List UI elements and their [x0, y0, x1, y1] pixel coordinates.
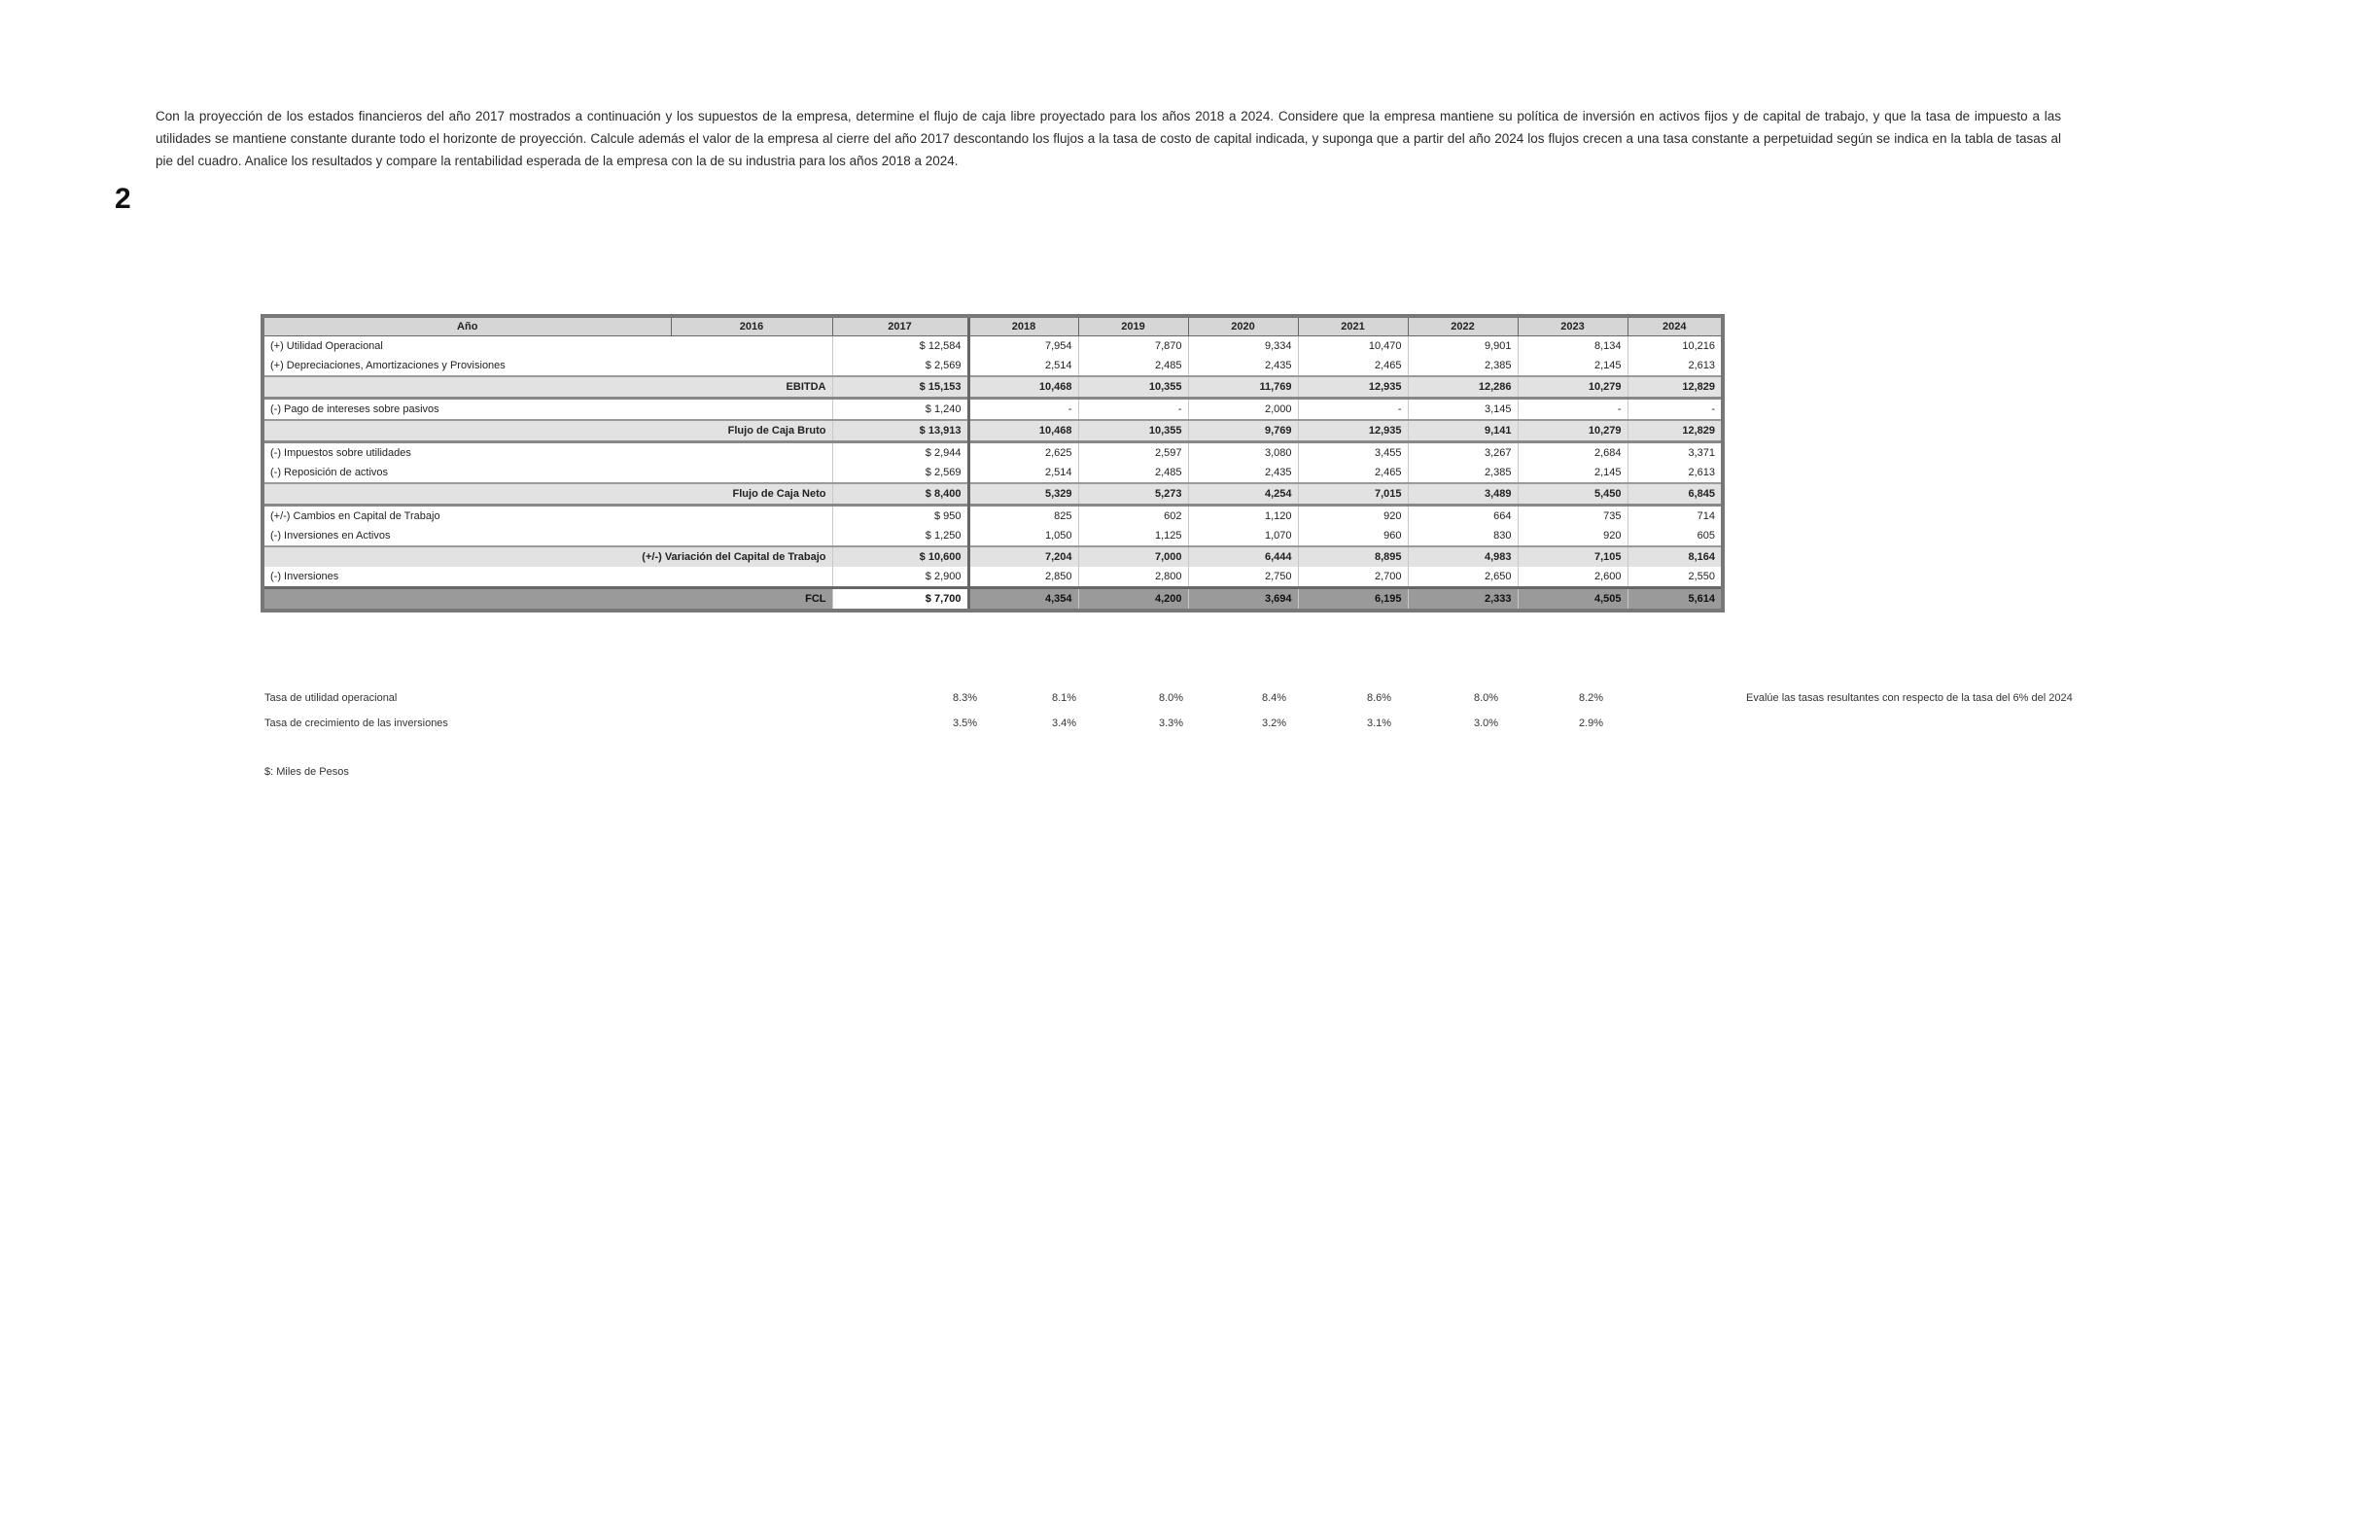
currency-cell	[1078, 442, 1092, 464]
cell-value: 4,983	[1421, 546, 1518, 567]
currency-cell	[1628, 506, 1641, 527]
currency-cell	[968, 376, 982, 399]
cell-value: 9,334	[1202, 336, 1298, 357]
cell-value: 10,468	[982, 376, 1078, 399]
rate-value: 2.9%	[1579, 718, 1604, 729]
rate-value: 8.3%	[953, 692, 978, 704]
header-cell: 2024	[1628, 316, 1723, 336]
cell-value: 7,015	[1312, 483, 1408, 506]
rate-value: 8.0%	[1159, 692, 1184, 704]
rate-value: 8.1%	[1052, 692, 1077, 704]
cell-value: 7,954	[982, 336, 1078, 357]
header-cell: 2017	[832, 316, 968, 336]
currency-cell	[968, 546, 982, 567]
currency-cell	[968, 356, 982, 376]
row-label: (-) Inversiones en Activos	[262, 526, 832, 546]
currency-cell	[1188, 336, 1202, 357]
units-note: $: Miles de Pesos	[264, 766, 349, 778]
rate-value: 8.0%	[1474, 692, 1499, 704]
rate-value: 8.2%	[1579, 692, 1604, 704]
row-label: (-) Impuestos sobre utilidades	[262, 442, 832, 464]
row-label: FCL	[262, 588, 832, 612]
cell-value: 7,204	[982, 546, 1078, 567]
currency-cell	[1628, 399, 1641, 421]
cell-value: 10,468	[982, 420, 1078, 442]
cell-value: 8,134	[1531, 336, 1628, 357]
cell-value: $ 1,240	[832, 399, 968, 421]
cell-value: 664	[1421, 506, 1518, 527]
cell-value: 2,465	[1312, 463, 1408, 483]
currency-cell	[1078, 588, 1092, 612]
cell-value: 602	[1092, 506, 1188, 527]
table-row	[262, 463, 1723, 483]
rate-label: Tasa de utilidad operacional	[264, 692, 398, 704]
cell-value: 1,125	[1092, 526, 1188, 546]
cell-value: 825	[982, 506, 1078, 527]
cell-value: 9,901	[1421, 336, 1518, 357]
cell-value: 9,141	[1421, 420, 1518, 442]
cell-value: 2,145	[1531, 356, 1628, 376]
cell-value: 5,273	[1092, 483, 1188, 506]
currency-cell	[1188, 442, 1202, 464]
rate-value: 3.2%	[1262, 718, 1287, 729]
cell-value: 920	[1312, 506, 1408, 527]
currency-cell	[1188, 420, 1202, 442]
cell-value: 2,700	[1312, 567, 1408, 588]
header-cell: 2016	[671, 316, 832, 336]
rate-value: 3.0%	[1474, 718, 1499, 729]
rate-value: 8.6%	[1367, 692, 1392, 704]
currency-cell	[1188, 463, 1202, 483]
cell-value: -	[982, 399, 1078, 421]
currency-cell	[1078, 420, 1092, 442]
cell-value: $ 10,600	[832, 546, 968, 567]
currency-cell	[1408, 546, 1421, 567]
rate-label: Tasa de crecimiento de las inversiones	[264, 718, 448, 729]
cell-value: 1,120	[1202, 506, 1298, 527]
cell-value: 2,750	[1202, 567, 1298, 588]
cell-value: $ 7,700	[832, 588, 968, 612]
cell-value: $ 2,569	[832, 463, 968, 483]
cell-value: 2,435	[1202, 463, 1298, 483]
currency-cell	[1298, 399, 1312, 421]
currency-cell	[1188, 588, 1202, 612]
header-cell: 2019	[1078, 316, 1188, 336]
cell-value: 830	[1421, 526, 1518, 546]
currency-cell	[1518, 546, 1531, 567]
row-label: (-) Reposición de activos	[262, 463, 832, 483]
cell-value: 920	[1531, 526, 1628, 546]
cell-value: 1,050	[982, 526, 1078, 546]
row-label: (-) Inversiones	[262, 567, 832, 588]
cell-value: 12,935	[1312, 420, 1408, 442]
table-row	[262, 526, 1723, 546]
cell-value: 10,355	[1092, 420, 1188, 442]
cell-value: 2,514	[982, 356, 1078, 376]
table-row	[262, 442, 1723, 464]
currency-cell	[1298, 483, 1312, 506]
currency-cell	[1188, 399, 1202, 421]
currency-cell	[1188, 376, 1202, 399]
header-cell: 2020	[1188, 316, 1298, 336]
question-number: 2	[115, 183, 131, 215]
cell-value: 10,216	[1641, 336, 1723, 357]
currency-cell	[1298, 376, 1312, 399]
rate-value: 3.3%	[1159, 718, 1184, 729]
cell-value: 735	[1531, 506, 1628, 527]
currency-cell	[968, 463, 982, 483]
table-row	[262, 336, 1723, 357]
cell-value: 2,613	[1641, 356, 1723, 376]
currency-cell	[1408, 442, 1421, 464]
rate-value: 3.4%	[1052, 718, 1077, 729]
currency-cell	[968, 442, 982, 464]
currency-cell	[968, 399, 982, 421]
cell-value: 960	[1312, 526, 1408, 546]
cell-value: $ 12,584	[832, 336, 968, 357]
currency-cell	[1298, 588, 1312, 612]
currency-cell	[1188, 546, 1202, 567]
cell-value: 2,514	[982, 463, 1078, 483]
currency-cell	[1408, 567, 1421, 588]
currency-cell	[1298, 463, 1312, 483]
cell-value: 605	[1641, 526, 1723, 546]
cell-value: 12,829	[1641, 376, 1723, 399]
currency-cell	[1188, 506, 1202, 527]
cell-value: 2,684	[1531, 442, 1628, 464]
cell-value: 4,505	[1531, 588, 1628, 612]
cell-value: 2,625	[982, 442, 1078, 464]
row-label: Flujo de Caja Neto	[262, 483, 832, 506]
currency-cell	[1518, 376, 1531, 399]
cell-value: 4,354	[982, 588, 1078, 612]
currency-cell	[1408, 420, 1421, 442]
cell-value: $ 13,913	[832, 420, 968, 442]
table-row	[262, 420, 1723, 442]
cell-value: $ 950	[832, 506, 968, 527]
rate-value: 8.4%	[1262, 692, 1287, 704]
cell-value: 3,455	[1312, 442, 1408, 464]
currency-cell	[1298, 420, 1312, 442]
cell-value: 5,614	[1641, 588, 1723, 612]
currency-cell	[1518, 567, 1531, 588]
cell-value: 714	[1641, 506, 1723, 527]
cell-value: 10,470	[1312, 336, 1408, 357]
currency-cell	[968, 336, 982, 357]
cell-value: 10,355	[1092, 376, 1188, 399]
currency-cell	[1518, 483, 1531, 506]
currency-cell	[1518, 356, 1531, 376]
cell-value: 3,694	[1202, 588, 1298, 612]
currency-cell	[1518, 506, 1531, 527]
cell-value: 12,829	[1641, 420, 1723, 442]
cell-value: -	[1312, 399, 1408, 421]
rate-row	[264, 718, 2209, 743]
cell-value: 2,850	[982, 567, 1078, 588]
table-row	[262, 356, 1723, 376]
cell-value: 8,895	[1312, 546, 1408, 567]
currency-cell	[1408, 376, 1421, 399]
currency-cell	[968, 567, 982, 588]
currency-cell	[1078, 336, 1092, 357]
cell-value: 7,105	[1531, 546, 1628, 567]
currency-cell	[1298, 546, 1312, 567]
currency-cell	[1188, 356, 1202, 376]
cell-value: 2,600	[1531, 567, 1628, 588]
table-row	[262, 588, 1723, 612]
currency-cell	[1408, 588, 1421, 612]
currency-cell	[1628, 463, 1641, 483]
cell-value: 2,385	[1421, 356, 1518, 376]
currency-cell	[1628, 526, 1641, 546]
cell-value: 2,435	[1202, 356, 1298, 376]
cell-value: $ 2,900	[832, 567, 968, 588]
cell-value: 6,195	[1312, 588, 1408, 612]
currency-cell	[1078, 546, 1092, 567]
currency-cell	[1408, 526, 1421, 546]
currency-cell	[1518, 336, 1531, 357]
currency-cell	[1078, 567, 1092, 588]
cell-value: -	[1531, 399, 1628, 421]
currency-cell	[1518, 442, 1531, 464]
currency-cell	[1078, 376, 1092, 399]
currency-cell	[1518, 526, 1531, 546]
table-row	[262, 546, 1723, 567]
cell-value: 2,385	[1421, 463, 1518, 483]
table-row	[262, 483, 1723, 506]
currency-cell	[1628, 420, 1641, 442]
currency-cell	[1298, 336, 1312, 357]
row-label: EBITDA	[262, 376, 832, 399]
currency-cell	[1078, 483, 1092, 506]
cell-value: 5,450	[1531, 483, 1628, 506]
currency-cell	[1078, 506, 1092, 527]
currency-cell	[1628, 336, 1641, 357]
cell-value: $ 15,153	[832, 376, 968, 399]
currency-cell	[1628, 546, 1641, 567]
cell-value: 3,267	[1421, 442, 1518, 464]
table-row	[262, 506, 1723, 527]
currency-cell	[1078, 356, 1092, 376]
cell-value: 2,145	[1531, 463, 1628, 483]
cell-value: $ 1,250	[832, 526, 968, 546]
cell-value: 4,200	[1092, 588, 1188, 612]
currency-cell	[1628, 356, 1641, 376]
currency-cell	[968, 420, 982, 442]
currency-cell	[1628, 442, 1641, 464]
cell-value: -	[1641, 399, 1723, 421]
cell-value: 2,597	[1092, 442, 1188, 464]
header-cell: 2018	[968, 316, 1078, 336]
cell-value: 1,070	[1202, 526, 1298, 546]
currency-cell	[1518, 420, 1531, 442]
header-cell: 2022	[1408, 316, 1518, 336]
currency-cell	[1408, 483, 1421, 506]
cell-value: -	[1092, 399, 1188, 421]
currency-cell	[1078, 526, 1092, 546]
cell-value: 2,485	[1092, 356, 1188, 376]
rate-value: 3.5%	[953, 718, 978, 729]
currency-cell	[1298, 526, 1312, 546]
cell-value: 2,650	[1421, 567, 1518, 588]
currency-cell	[1408, 506, 1421, 527]
currency-cell	[1628, 588, 1641, 612]
currency-cell	[1078, 463, 1092, 483]
cell-value: 6,444	[1202, 546, 1298, 567]
cell-value: 10,279	[1531, 420, 1628, 442]
question-text: Con la proyección de los estados financieros del año 2017 mostrados a continuación y los supuestos de la empresa, determine el flujo de caja libre proyectado para los años 2018 a 2024. Considere que la empresa mantiene su política de inversión en activos fijos y de capital de trabajo, y que la tasa de impuesto a las utilidades se mantiene constante durante todo el horizonte de proyección. Calcule además el valor de la empresa al cierre del año 2017 descontando los flujos a la tasa de costo de capital indicada, y suponga que a partir del año 2024 los flujos crecen a una tasa constante a perpetuidad según se indica en la tabla de tasas al pie del cuadro. Analice los resultados y compare la rentabilidad esperada de la empresa con la de su industria para los años 2018 a 2024.	[156, 109, 2061, 168]
cell-value: 3,080	[1202, 442, 1298, 464]
currency-cell	[1518, 463, 1531, 483]
cell-value: 7,000	[1092, 546, 1188, 567]
currency-cell	[1298, 567, 1312, 588]
table-header-row	[262, 316, 1723, 336]
row-label: (+) Utilidad Operacional	[262, 336, 832, 357]
currency-cell	[1298, 442, 1312, 464]
cell-value: $ 2,569	[832, 356, 968, 376]
currency-cell	[968, 588, 982, 612]
cell-value: 8,164	[1641, 546, 1723, 567]
rate-value: 3.1%	[1367, 718, 1392, 729]
header-cell: 2021	[1298, 316, 1408, 336]
cell-value: 9,769	[1202, 420, 1298, 442]
header-cell: 2023	[1518, 316, 1628, 336]
currency-cell	[1078, 399, 1092, 421]
cell-value: 3,145	[1421, 399, 1518, 421]
currency-cell	[1408, 336, 1421, 357]
cell-value: $ 2,944	[832, 442, 968, 464]
row-label: (+) Depreciaciones, Amortizaciones y Provisiones	[262, 356, 832, 376]
cell-value: 7,870	[1092, 336, 1188, 357]
currency-cell	[968, 483, 982, 506]
cell-value: 2,465	[1312, 356, 1408, 376]
currency-cell	[1298, 356, 1312, 376]
cell-value: 6,845	[1641, 483, 1723, 506]
row-label: (-) Pago de intereses sobre pasivos	[262, 399, 832, 421]
cell-value: 5,329	[982, 483, 1078, 506]
cell-value: 12,935	[1312, 376, 1408, 399]
cell-value: 2,550	[1641, 567, 1723, 588]
financial-table	[261, 314, 1725, 612]
currency-cell	[1188, 483, 1202, 506]
cell-value: 2,800	[1092, 567, 1188, 588]
currency-cell	[1628, 483, 1641, 506]
currency-cell	[1298, 506, 1312, 527]
cell-value: 3,489	[1421, 483, 1518, 506]
table-row	[262, 376, 1723, 399]
cell-value: 2,613	[1641, 463, 1723, 483]
row-label: Flujo de Caja Bruto	[262, 420, 832, 442]
cell-value: 12,286	[1421, 376, 1518, 399]
currency-cell	[968, 506, 982, 527]
cell-value: 4,254	[1202, 483, 1298, 506]
cell-value: 2,000	[1202, 399, 1298, 421]
header-cell: Año	[262, 316, 671, 336]
side-note: Evalúe las tasas resultantes con respecto de la tasa del 6% del 2024	[1746, 692, 2073, 704]
currency-cell	[1628, 376, 1641, 399]
currency-cell	[1188, 526, 1202, 546]
cell-value: 10,279	[1531, 376, 1628, 399]
cell-value: $ 8,400	[832, 483, 968, 506]
currency-cell	[1518, 399, 1531, 421]
currency-cell	[1188, 567, 1202, 588]
cell-value: 11,769	[1202, 376, 1298, 399]
currency-cell	[1408, 463, 1421, 483]
row-label: (+/-) Cambios en Capital de Trabajo	[262, 506, 832, 527]
row-label: (+/-) Variación del Capital de Trabajo	[262, 546, 832, 567]
currency-cell	[1518, 588, 1531, 612]
currency-cell	[1408, 399, 1421, 421]
table-row	[262, 567, 1723, 588]
currency-cell	[1628, 567, 1641, 588]
cell-value: 2,485	[1092, 463, 1188, 483]
currency-cell	[968, 526, 982, 546]
cell-value: 2,333	[1421, 588, 1518, 612]
currency-cell	[1408, 356, 1421, 376]
cell-value: 3,371	[1641, 442, 1723, 464]
table-row	[262, 399, 1723, 421]
